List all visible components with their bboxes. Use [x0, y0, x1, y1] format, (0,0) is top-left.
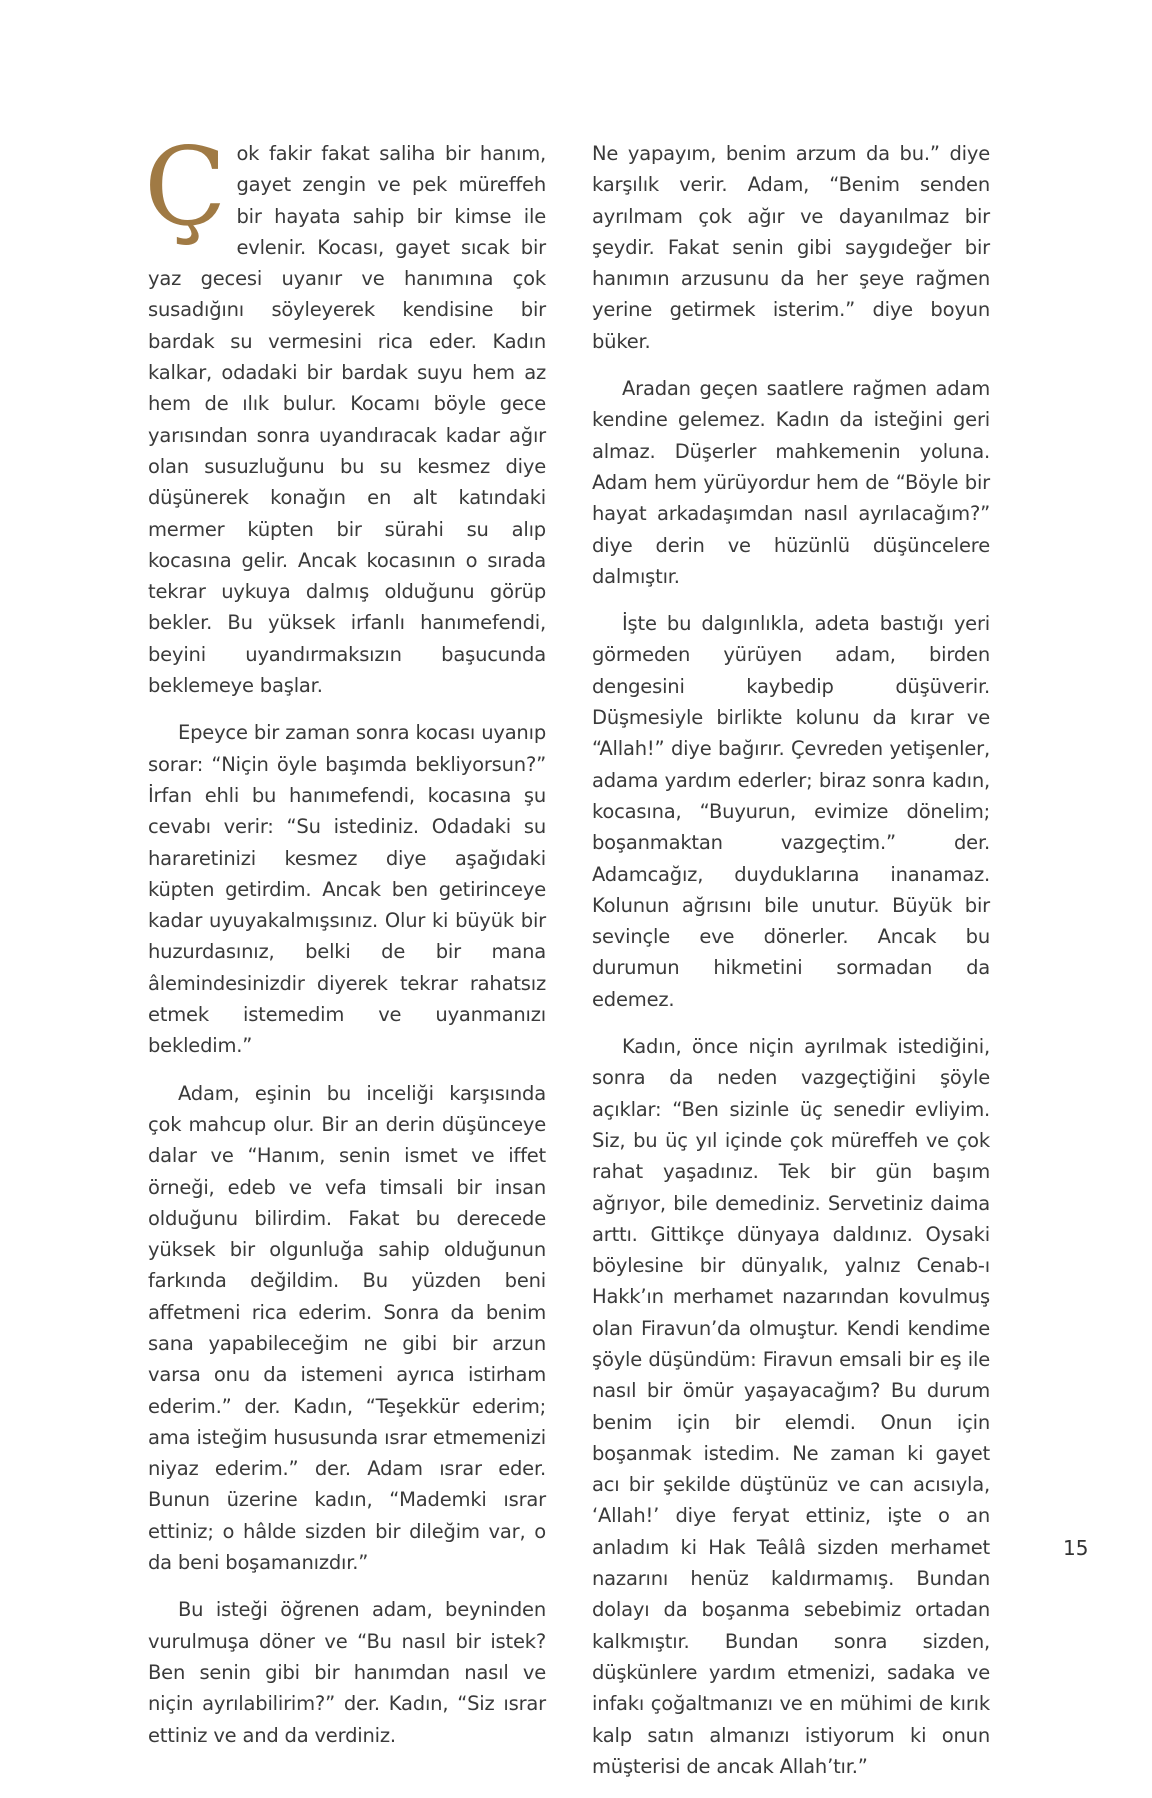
paragraph: Aradan geçen saatlere rağmen adam kendine gelemez. Kadın da isteğini geri almaz. Düşerler mahkemenin yoluna. Adam hem yürüyordur hem de “Böyle bir hayat arkadaşımdan nasıl ayrılacağım?” diye derin ve hüzünlü düşüncelere dalmıştır.: [592, 377, 990, 588]
paragraph-text: ok fakir fakat saliha bir hanım, gayet zengin ve pek müreffeh bir hayata sahip bir kimse ile evlenir. Kocası, gayet sıcak bir yaz gecesi uyanır ve hanımına çok susadığını söyleyerek kendisine bir bardak su vermesini rica eder. Kadın kalkar, odadaki bir bardak suyu hem az hem de ılık bulur. Kocamı böyle gece yarısından sonra uyandıracak kadar ağır olan susuzluğunu bu su kesmez diye düşünerek konağın en alt katındaki mermer küpten bir sürahi su alıp kocasına gelir. Ancak kocasının o sırada tekrar uykuya dalmış olduğunu görüp bekler. Bu yüksek irfanlı hanımefendi, beyini uyandırmaksızın başucunda beklemeye başlar.: [148, 142, 546, 698]
paragraph: Ne yapayım, benim arzum da bu.” diye karşılık verir. Adam, “Benim senden ayrılmam çok ağır ve dayanılmaz bir şeydir. Fakat senin gibi saygıdeğer bir hanımın arzusunu da her şeye rağmen yerine getirmek isterim.” diye boyun büker.: [592, 142, 990, 353]
paragraph: Epeyce bir zaman sonra kocası uyanıp sorar: “Niçin öyle başımda bekliyorsun?” İrfan ehli bu hanımefendi, kocasına şu cevabı verir: “Su istediniz. Odadaki su hararetinizi kesmez diye aşağıdaki küpten getirdim. Ancak ben getirinceye kadar uyuyakalmışsınız. Olur ki büyük bir huzurdasınız, belki de bir mana âlemindesinizdir diyerek tekrar rahatsız etmek istemedim ve uyanmanızı bekledim.”: [148, 721, 546, 1058]
right-column: [592, 138, 990, 1798]
drop-cap: Ç: [144, 125, 227, 250]
paragraph: Bu isteği öğrenen adam, beyninden vurulmuşa döner ve “Bu nasıl bir istek? Ben senin gibi bir hanımdan nasıl ve niçin ayrılabilirim?” der. Kadın, “Siz ısrar ettiniz ve and da verdiniz.: [148, 1598, 546, 1747]
paragraph: İşte bu dalgınlıkla, adeta bastığı yeri görmeden yürüyen adam, birden dengesini kaybedip düşüverir. Düşmesiyle birlikte kolunu da kırar ve “Allah!” diye bağırır. Çevreden yetişenler, adama yardım ederler; biraz sonra kadın, kocasına, “Buyurun, evimize dönelim; boşanmaktan vazgeçtim.” der. Adamcağız, duyduklarına inanamaz. Kolunun ağrısını bile unutur. Büyük bir sevinçle eve dönerler. Ancak bu durumun hikmetini sormadan da edemez.: [592, 612, 990, 1011]
paragraph: Adam, eşinin bu inceliği karşısında çok mahcup olur. Bir an derin düşünceye dalar ve “Hanım, senin ismet ve iffet örneği, edeb ve vefa timsali bir insan olduğunu bilirdim. Fakat bu derecede yüksek bir olgunluğa sahip olduğunun farkında değildim. Bu yüzden beni affetmeni rica ederim. Sonra da benim sana yapabileceğim ne gibi bir arzun varsa onu da istemeni ayrıca istirham ederim.” der. Kadın, “Teşekkür ederim; ama isteğim hususunda ısrar etmemenizi niyaz ederim.” der. Adam ısrar eder. Bunun üzerine kadın, “Mademki ısrar ettiniz; o hâlde sizden bir dileğim var, o da beni boşamanızdır.”: [148, 1081, 546, 1575]
paragraph: [144, 125, 546, 701]
left-column: [144, 125, 546, 1767]
page-number: 15: [1063, 1536, 1089, 1560]
paragraph: Kadın, önce niçin ayrılmak istediğini, sonra da neden vazgeçtiğini şöyle açıklar: “Ben sizinle üç senedir evliyim. Siz, bu üç yıl içinde çok müreffeh ve çok rahat yaşadınız. Tek bir gün başım ağrıyor, bile demediniz. Servetiniz daima arttı. Gittikçe dünyaya daldınız. Oysaki böylesine bir dünyalık, yalnız Cenab-ı Hakk’ın merhamet nazarından kovulmuş olan Firavun’da olmuştur. Kendi kendime şöyle düşündüm: Firavun emsali bir eş ile nasıl bir ömür yaşayacağım? Bu durum benim için bir elemdi. Onun için boşanmak istedim. Ne zaman ki gayet acı bir şekilde düştünüz ve can acısıyla, ‘Allah!’ diye feryat ettiniz, işte o an anladım ki Hak Teâlâ sizden merhamet nazarını henüz kaldırmamış. Bundan dolayı da boşanma sebebimiz ortadan kalkmıştır. Bundan sonra sizden, düşkünlere yardım etmenizi, sadaka ve infakı çoğaltmanızı ve en mühimi de kırık kalp satın almanızı istiyorum ki onun müşterisi de ancak Allah’tır.”: [592, 1035, 990, 1778]
